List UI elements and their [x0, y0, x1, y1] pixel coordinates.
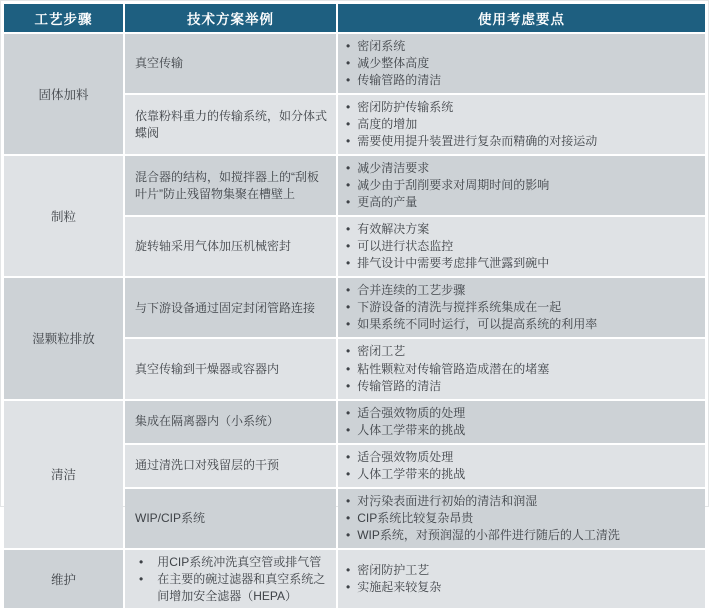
bullet-icon: •	[346, 580, 351, 595]
bullet-icon: •	[346, 56, 351, 71]
bullet-item	[346, 55, 697, 72]
header-cell-solution-examples: 技术方案举例	[125, 4, 336, 32]
table-row	[125, 217, 705, 276]
group-step-cell: 清洁	[4, 401, 123, 548]
bullet-icon: •	[346, 449, 351, 464]
consideration-text: 可以进行状态监控	[357, 239, 454, 254]
bullet-icon: •	[346, 422, 351, 437]
bullet-icon: •	[346, 563, 351, 578]
consideration-text: WIP系统，对预润湿的小部件进行随后的人工清洗	[357, 527, 620, 542]
bullet-icon: •	[139, 571, 144, 586]
considerations-cell	[338, 278, 705, 337]
bullet-icon: •	[139, 554, 144, 569]
bullet-icon: •	[346, 283, 351, 298]
solution-text: 真空传输	[135, 56, 184, 71]
bullet-icon: •	[346, 39, 351, 53]
considerations-cell	[338, 550, 705, 608]
consideration-text: 减少整体高度	[357, 56, 430, 71]
considerations-cell	[338, 34, 705, 93]
header-cell-process-step: 工艺步骤	[4, 4, 123, 32]
bullet-icon: •	[346, 161, 351, 176]
consideration-text: 密闭防护工艺	[357, 563, 430, 578]
bullet-item	[135, 571, 328, 605]
consideration-text: 实施起来较复杂	[357, 580, 442, 595]
solution-cell	[125, 95, 336, 154]
solution-cell	[125, 401, 336, 443]
bullet-item	[346, 282, 697, 299]
group-step-cell: 制粒	[4, 156, 123, 276]
bullet-item	[346, 238, 697, 255]
solution-text: 依靠粉料重力的传输系统，如分体式蝶阀	[135, 108, 328, 140]
bullet-icon: •	[346, 344, 351, 359]
consideration-text: CIP系统比较复杂昂贵	[357, 510, 474, 525]
bullet-item	[135, 554, 328, 571]
group-wet-granule-discharge	[4, 278, 705, 398]
table-row	[125, 95, 705, 154]
table-row	[125, 34, 705, 93]
considerations-cell	[338, 217, 705, 276]
solution-text: WIP/CIP系统	[135, 510, 206, 525]
solution-cell	[125, 217, 336, 276]
consideration-text: 减少由于刮削要求对周期时间的影响	[357, 178, 550, 193]
bullet-icon: •	[346, 195, 351, 210]
bullet-icon: •	[346, 134, 351, 149]
bullet-item	[346, 579, 697, 596]
consideration-text: 人体工学带来的挑战	[357, 466, 466, 481]
group-cleaning	[4, 401, 705, 548]
consideration-text: 粘性颗粒对传输管路造成潜在的堵塞	[357, 361, 550, 376]
bullet-item	[346, 466, 697, 483]
bullet-icon: •	[346, 493, 351, 508]
bullet-icon: •	[346, 317, 351, 332]
group-granulation	[4, 156, 705, 276]
table-row	[125, 550, 705, 608]
bullet-icon: •	[346, 100, 351, 115]
solution-cell	[125, 445, 336, 487]
considerations-cell	[338, 401, 705, 443]
solution-text: 与下游设备通过固定封闭管路连接	[135, 300, 316, 315]
bullet-item	[346, 116, 697, 133]
consideration-text: 传输管路的清洁	[357, 73, 442, 88]
solution-cell	[125, 339, 336, 398]
solution-text: 集成在隔离器内（小系统）	[135, 414, 280, 429]
bullet-icon: •	[346, 256, 351, 271]
bullet-item	[346, 194, 697, 211]
consideration-text: 需要使用提升装置进行复杂而精确的对接运动	[357, 134, 598, 149]
consideration-text: 高度的增加	[357, 117, 418, 132]
considerations-cell	[338, 339, 705, 398]
table-row	[125, 156, 705, 215]
solution-cell	[125, 34, 336, 93]
bullet-icon: •	[346, 378, 351, 393]
group-step-cell: 湿颗粒排放	[4, 278, 123, 398]
bullet-item	[346, 299, 697, 316]
bullet-icon: •	[346, 300, 351, 315]
consideration-text: 密闭防护传输系统	[357, 100, 454, 115]
consideration-text: 适合强效物质的处理	[357, 405, 466, 420]
bullet-item	[346, 255, 697, 272]
bullet-icon: •	[346, 117, 351, 132]
bullet-icon: •	[346, 222, 351, 237]
consideration-text: 密闭工艺	[357, 344, 406, 359]
consideration-text: 排气设计中需要考虑排气泄露到碗中	[357, 256, 550, 271]
consideration-text: 有效解决方案	[357, 222, 430, 237]
bullet-item	[346, 510, 697, 527]
bullet-item	[346, 527, 697, 544]
bullet-item	[346, 449, 697, 466]
consideration-text: 适合强效物质处理	[357, 449, 454, 464]
bullet-icon: •	[346, 466, 351, 481]
solution-cell	[125, 489, 336, 548]
bullet-item	[346, 99, 697, 116]
bullet-item	[346, 38, 697, 55]
solution-text: 旋转轴采用气体加压机械密封	[135, 239, 292, 254]
bullet-item	[346, 422, 697, 439]
considerations-cell	[338, 95, 705, 154]
considerations-cell	[338, 445, 705, 487]
bullet-icon: •	[346, 73, 351, 88]
bullet-icon: •	[346, 178, 351, 193]
solution-cell	[125, 550, 336, 608]
bullet-item	[346, 177, 697, 194]
consideration-text: 密闭系统	[357, 39, 406, 53]
solution-text: 通过清洗口对残留层的干预	[135, 458, 280, 473]
consideration-text: 如果系统不同时运行，可以提高系统的利用率	[357, 317, 598, 332]
bullet-icon: •	[346, 527, 351, 542]
bullet-icon: •	[346, 239, 351, 254]
solution-text: 混合器的结构，如搅拌器上的“刮板叶片”防止残留物集聚在槽壁上	[135, 169, 319, 201]
table-row	[125, 445, 705, 487]
table-row	[125, 278, 705, 337]
group-maintenance	[4, 550, 705, 608]
solution-cell	[125, 278, 336, 337]
group-step-cell: 维护	[4, 550, 123, 608]
considerations-cell	[338, 156, 705, 215]
solution-cell	[125, 156, 336, 215]
table-row	[125, 401, 705, 443]
bullet-icon: •	[346, 510, 351, 525]
bullet-item	[346, 405, 697, 422]
bullet-item	[346, 72, 697, 89]
bullet-item	[346, 562, 697, 579]
bullet-item	[346, 221, 697, 238]
header-cell-considerations: 使用考虑要点	[338, 4, 705, 32]
bullet-item	[346, 378, 697, 395]
group-step-cell: 固体加料	[4, 34, 123, 154]
bullet-icon: •	[346, 405, 351, 420]
bullet-item	[346, 160, 697, 177]
consideration-text: 更高的产量	[357, 195, 418, 210]
consideration-text: 传输管路的清洁	[357, 378, 442, 393]
consideration-text: 对污染表面进行初始的清洁和润湿	[357, 493, 538, 508]
table-row	[125, 339, 705, 398]
bullet-item	[346, 316, 697, 333]
bullet-item	[346, 493, 697, 510]
solution-text: 真空传输到干燥器或容器内	[135, 361, 280, 376]
consideration-text: 减少清洁要求	[357, 161, 430, 176]
bullet-item	[346, 361, 697, 378]
bullet-icon: •	[346, 361, 351, 376]
bullet-item	[346, 343, 697, 360]
bullet-item	[346, 133, 697, 150]
consideration-text: 下游设备的清洗与搅拌系统集成在一起	[357, 300, 562, 315]
solution-text: 在主要的碗过滤器和真空系统之间增加安全滤器（HEPA）	[157, 571, 326, 603]
consideration-text: 人体工学带来的挑战	[357, 422, 466, 437]
group-solid-feeding	[4, 34, 705, 154]
table-header	[4, 4, 705, 32]
considerations-cell	[338, 489, 705, 548]
consideration-text: 合并连续的工艺步骤	[357, 283, 466, 298]
table-row	[125, 489, 705, 548]
solution-text: 用CIP系统冲洗真空管或排气管	[157, 554, 322, 569]
